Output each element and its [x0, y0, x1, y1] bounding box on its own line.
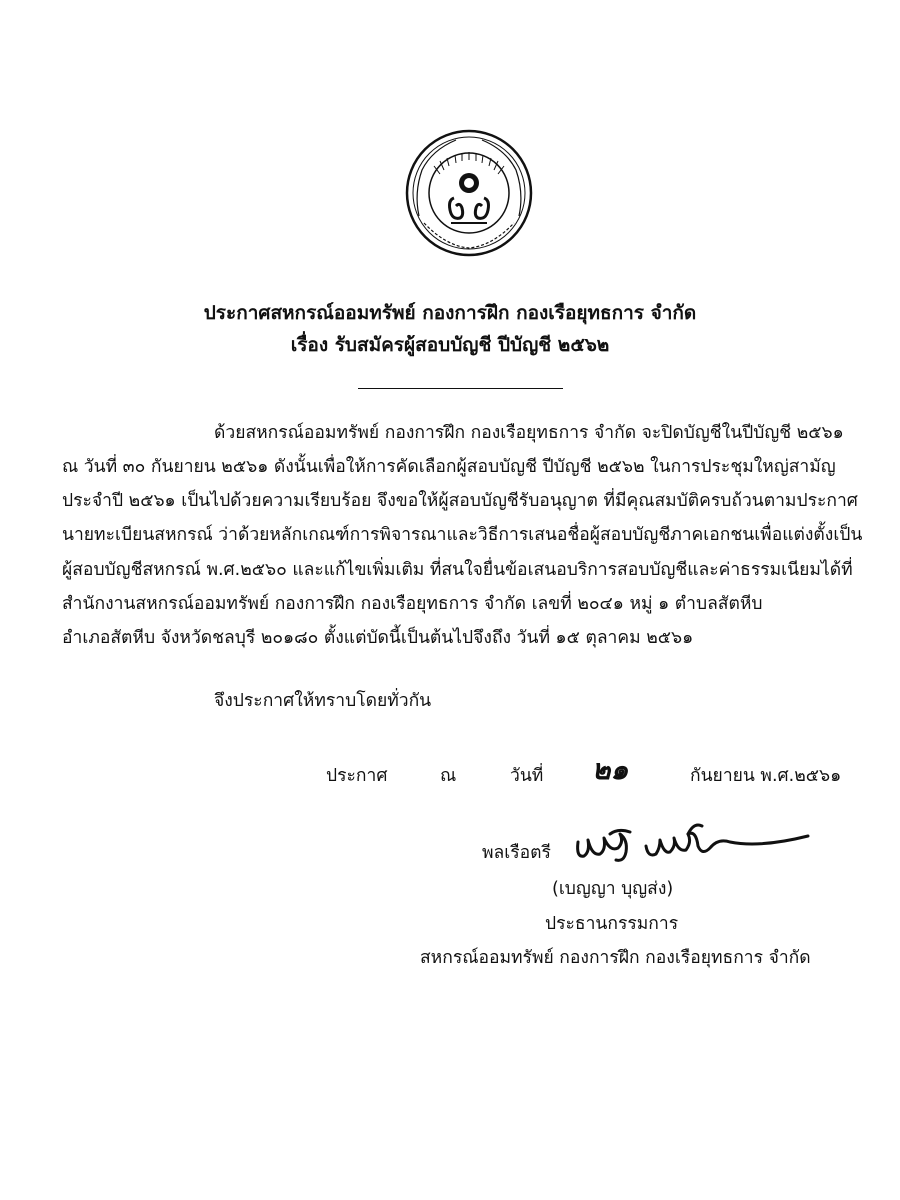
cooperative-seal-emblem-icon	[404, 128, 534, 258]
date-day-label: วันที่	[510, 766, 544, 786]
body-line: นายทะเบียนสหกรณ์ ว่าด้วยหลักเกณฑ์การพิจารณาและวิธีการเสนอชื่อผู้สอบบัญชีภาคเอกชนเพื่อแต่งตั้งเป็น	[62, 525, 863, 545]
announcement-title: ประกาศสหกรณ์ออมทรัพย์ กองการฝึก กองเรือยุทธการ จำกัด	[203, 302, 697, 324]
body-line: ประจำปี ๒๕๖๑ เป็นไปด้วยความเรียบร้อย จึงขอให้ผู้สอบบัญชีรับอนุญาต ที่มีคุณสมบัติครบถ้วนตามประกาศ	[62, 491, 858, 511]
body-line: ด้วยสหกรณ์ออมทรัพย์ กองการฝึก กองเรือยุทธการ จำกัด จะปิดบัญชีในปีบัญชี ๒๕๖๑	[214, 423, 844, 443]
announcement-subject: เรื่อง รับสมัครผู้สอบบัญชี ปีบัญชี ๒๕๖๒	[290, 334, 610, 356]
signatory-organization: สหกรณ์ออมทรัพย์ กองการฝึก กองเรือยุทธการ จำกัด	[420, 948, 811, 968]
date-day-handwritten: ๒๑	[592, 753, 629, 786]
body-line: สำนักงานสหกรณ์ออมทรัพย์ กองการฝึก กองเรือยุทธการ จำกัด เลขที่ ๒๐๔๑ หมู่ ๑ ตำบลสัตหีบ	[62, 594, 763, 614]
date-at: ณ	[440, 766, 457, 786]
signatory-rank: พลเรือตรี	[482, 843, 551, 863]
signatory-position: ประธานกรรมการ	[545, 914, 679, 934]
date-month-year: กันยายน พ.ศ.๒๕๖๑	[690, 766, 842, 786]
body-line: ณ วันที่ ๓๐ กันยายน ๒๕๖๑ ดังนั้นเพื่อให้การคัดเลือกผู้สอบบัญชี ปีบัญชี ๒๕๖๒ ในการประชุมใหญ่สามัญ	[62, 457, 836, 477]
title-divider	[358, 388, 563, 389]
date-label: ประกาศ	[326, 766, 388, 786]
body-line: ผู้สอบบัญชีสหกรณ์ พ.ศ.๒๕๖๐ และแก้ไขเพิ่มเติม ที่สนใจยื่นข้อเสนอบริการสอบบัญชีและค่าธรรมเนียมได้ที่	[62, 560, 853, 580]
announcement-closing: จึงประกาศให้ทราบโดยทั่วกัน	[214, 691, 432, 711]
signatory-name: (เบญญา บุญส่ง)	[552, 879, 674, 899]
body-line: อำเภอสัตหีบ จังหวัดชลบุรี ๒๐๑๘๐ ตั้งแต่บัดนี้เป็นต้นไปจึงถึง วันที่ ๑๕ ตุลาคม ๒๕๖๑	[62, 628, 694, 648]
handwritten-signature-icon	[570, 812, 815, 874]
